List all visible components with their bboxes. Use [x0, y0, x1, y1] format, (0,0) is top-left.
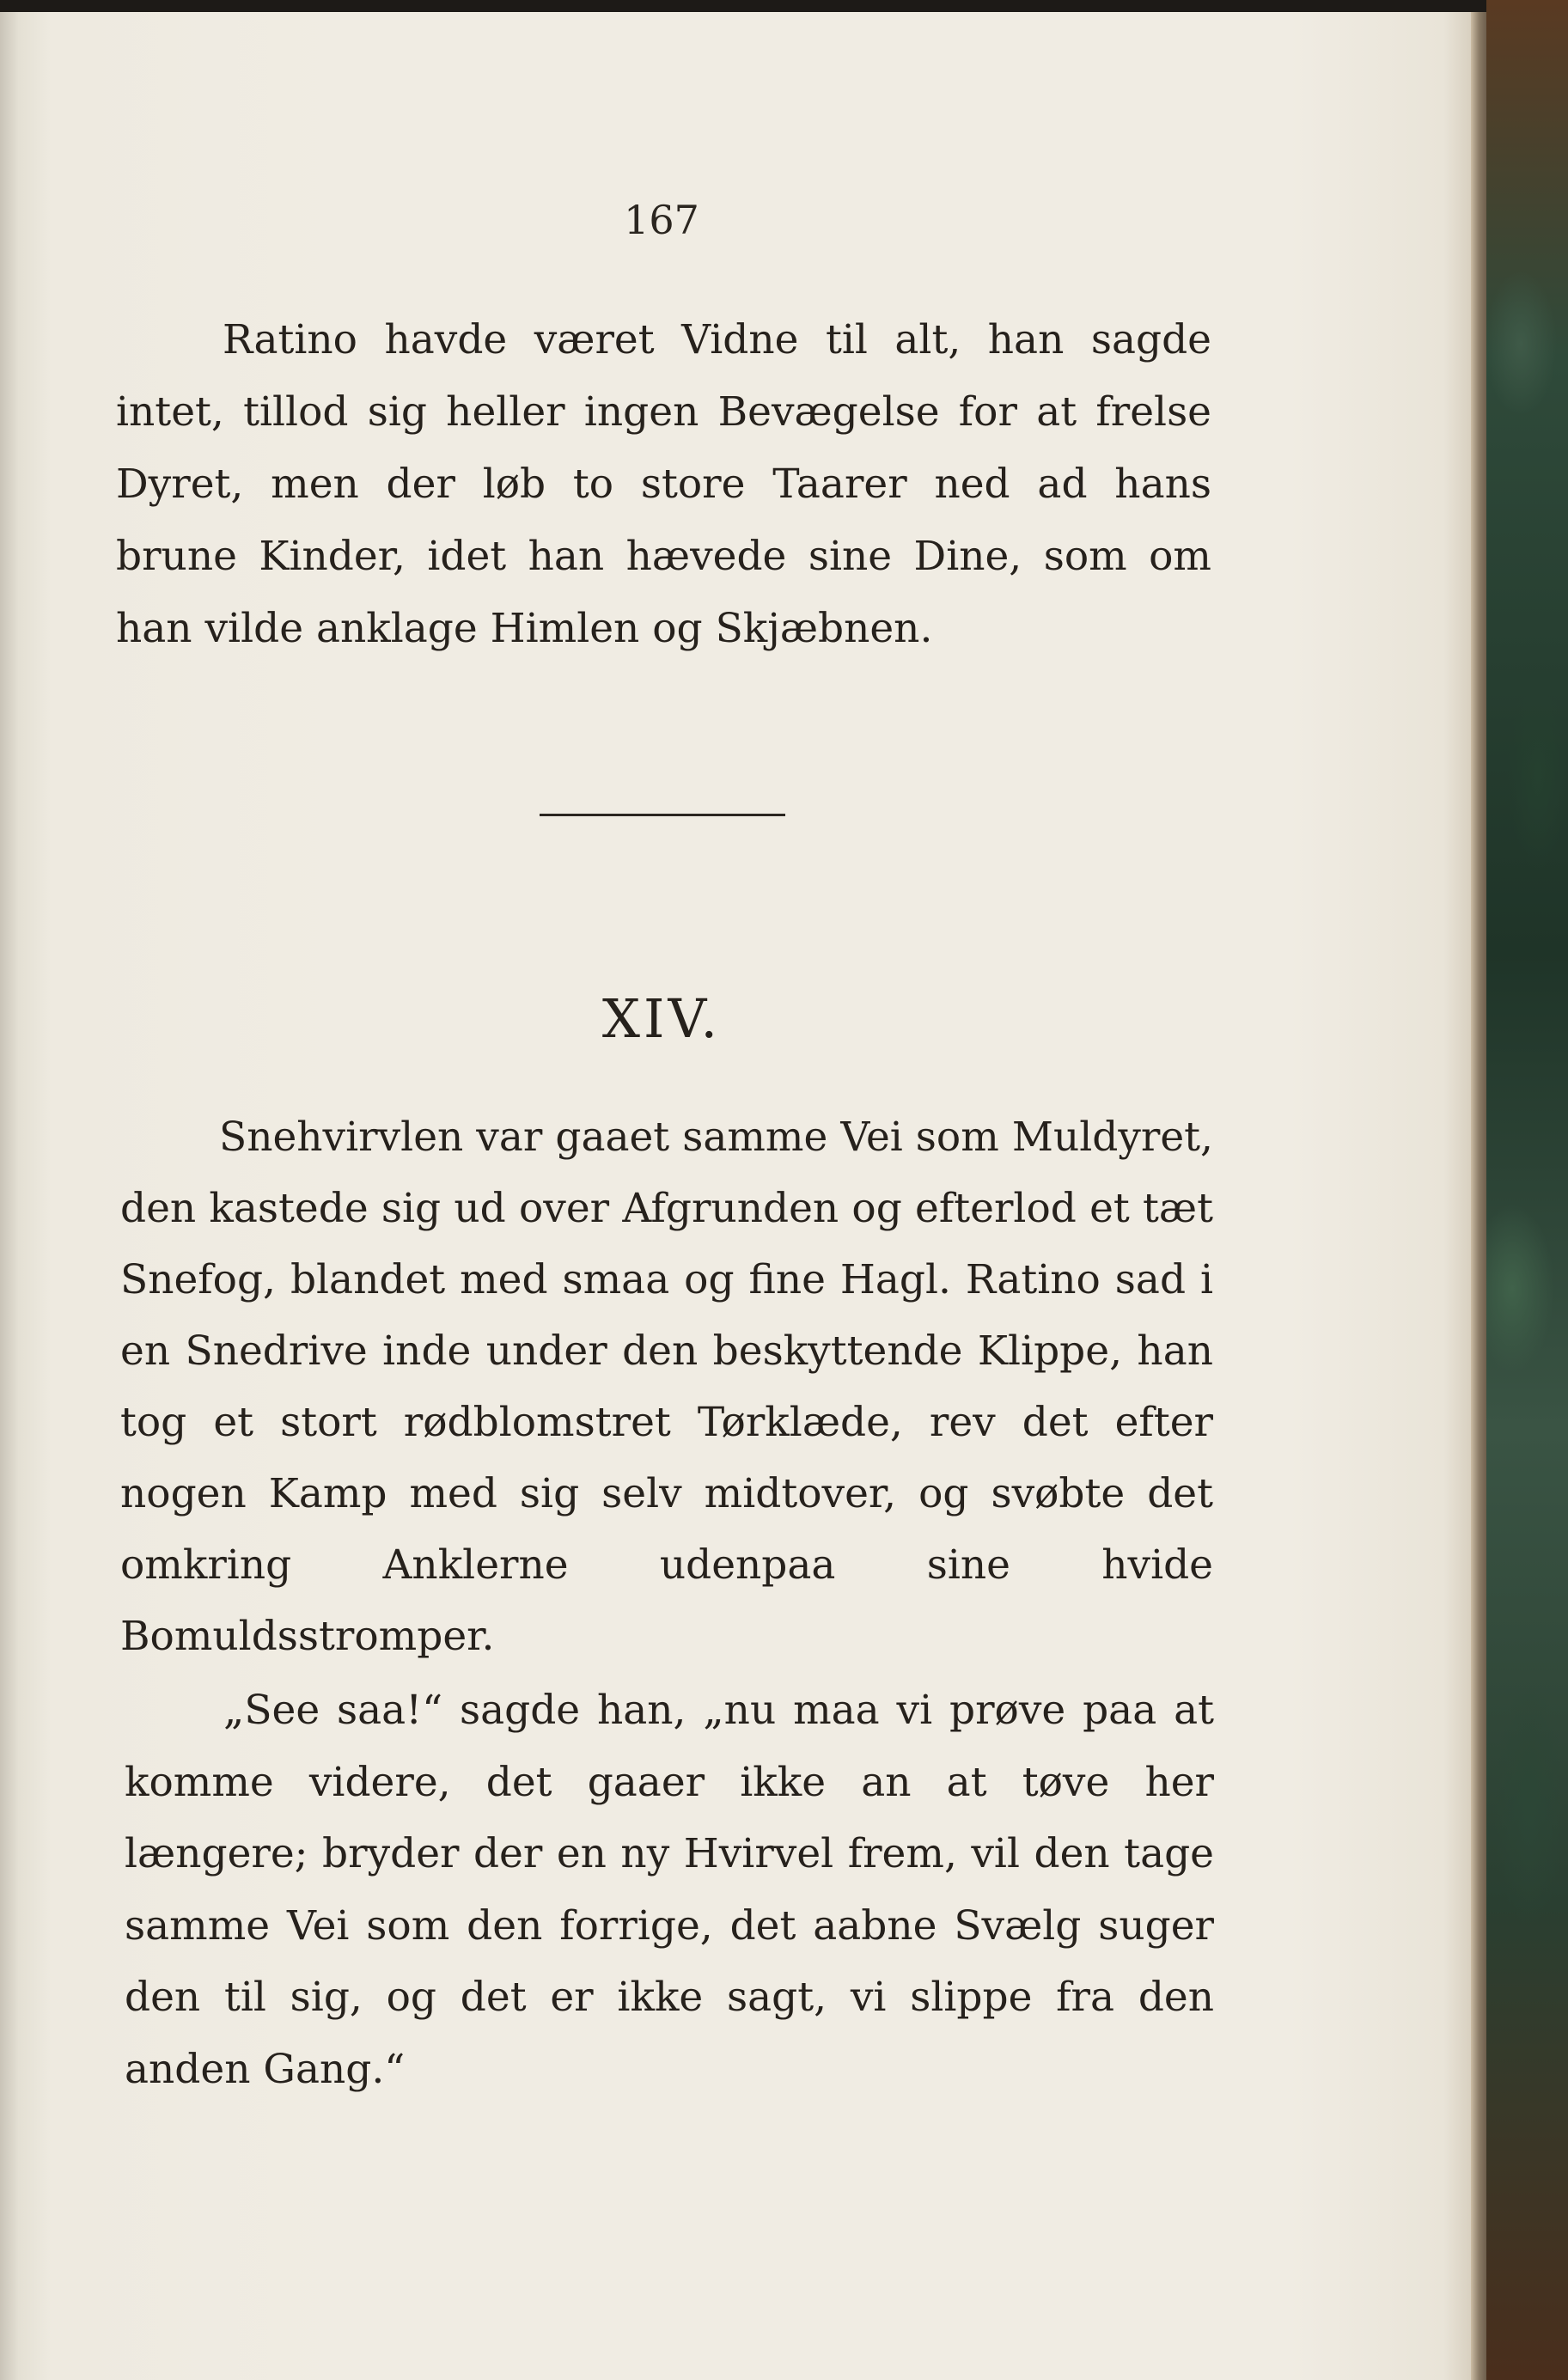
paragraph-2	[120, 1102, 1213, 1672]
paragraph-3-text: „See saa!“ sagde han, „nu maa vi prøve paa at komme videre, det gaaer ikke an at tøve her længere; bryder der en ny Hvirvel frem, vil den tage samme Vei som den forrige, det aabne Svælg suger den til sig, og det er ikke sagt, vi slippe fra den anden Gang.“	[125, 1687, 1214, 2093]
chapter-heading: XIV.	[601, 987, 722, 1050]
paragraph-1	[116, 304, 1211, 665]
section-divider	[540, 814, 785, 816]
page-number: 167	[624, 197, 699, 243]
marbled-cover	[1486, 0, 1568, 2380]
scan-top-border	[0, 0, 1568, 12]
paragraph-2-text: Snehvirvlen var gaaet samme Vei som Muldyret, den kastede sig ud over Afgrunden og efterlod et tæt Snefog, blandet med smaa og fine Hagl. Ratino sad i en Snedrive inde under den beskyttende Klippe, han tog et stort rødblomstret Tørklæde, rev det efter nogen Kamp med sig selv midtover, og svøbte det omkring Anklerne udenpaa sine hvide Bomuldsstromper.	[120, 1114, 1213, 1660]
paragraph-1-text: Ratino havde været Vidne til alt, han sagde intet, tillod sig heller ingen Bevægelse for at frelse Dyret, men der løb to store Taarer ned ad hans brune Kinder, idet han hævede sine Dine, som om han vilde anklage Himlen og Skjæbnen.	[116, 316, 1211, 652]
paragraph-3	[125, 1675, 1214, 2105]
book-page	[0, 12, 1471, 2380]
